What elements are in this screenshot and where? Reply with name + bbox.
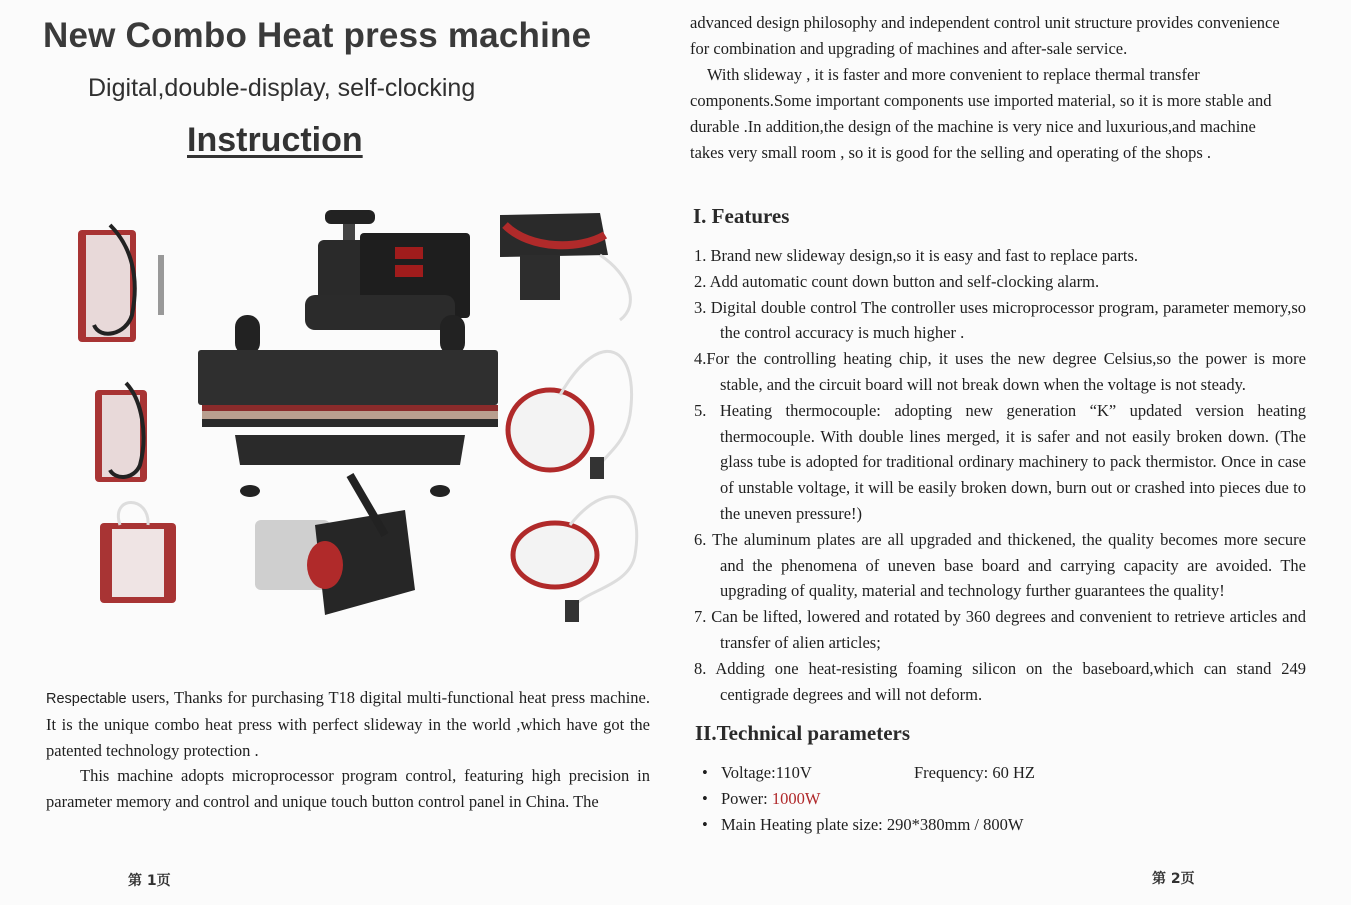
param-frequency: Frequency: 60 HZ [914, 763, 1035, 782]
technical-parameters-list [699, 760, 1299, 838]
document-subtitle: Digital,double-display, self-clocking [88, 74, 476, 102]
feature-item: 1. Brand new slideway design,so it is easy and fast to replace parts. [694, 246, 1139, 265]
intro-paragraph [46, 685, 650, 764]
instruction-heading: Instruction [187, 121, 363, 159]
feature-item: 3. Digital double control The controller uses microprocessor program, parameter memory,so the control accuracy is much higher . [694, 297, 1306, 343]
document-title: New Combo Heat press machine [43, 16, 592, 55]
description-paragraph [46, 763, 650, 815]
feature-item: 8. Adding one heat-resisting foaming silicon on the baseboard,which can stand 249 centigrade degrees and will not deform. [694, 658, 1306, 704]
feature-item: 2. Add automatic count down button and self-clocking alarm. [694, 271, 1100, 291]
mug-press-unit [255, 475, 415, 615]
heat-press-main-unit [198, 210, 498, 497]
technical-parameters-heading: II.Technical parameters [695, 721, 911, 745]
page-number-right: 第 2页 [1152, 871, 1195, 887]
cap-press-attachment [500, 213, 630, 320]
feature-item: 5. Heating thermocouple: adopting new generation “K” updated version heating thermocouple. With double lines merged, it is safer and not easily broken down. (The glass tube is adopted for traditional ordinary machinery to pack thermistor. Once in case of unstable voltage, it will be easily broken down, burn out or crashed into pieces due to the uneven pressure!) [694, 400, 1306, 523]
param-plate-size: Main Heating plate size: 290*380mm / 800W [721, 815, 1024, 834]
description-paragraph-text: This machine adopts microprocessor program control, featuring high precision in parameter memory and control and unique touch button control panel in China. The [46, 766, 650, 811]
features-list [694, 243, 1306, 707]
continued-paragraph-line1: advanced design philosophy and independent control unit structure provides convenience for combination and upgrading of machines and after-sale service. [690, 13, 1280, 58]
intro-lead-word: Respectable [46, 691, 127, 707]
plate-attachment-small [513, 497, 637, 622]
feature-item: 4.For the controlling heating chip, it uses the new degree Celsius,so the power is more stable, and the circuit board will not break down when the voltage is not steady. [694, 349, 1306, 394]
features-heading: I. Features [693, 204, 790, 228]
param-voltage-row [699, 760, 1299, 786]
plate-attachment-large [508, 351, 632, 479]
param-voltage: Voltage:110V [721, 763, 812, 782]
feature-item: 7. Can be lifted, lowered and rotated by 360 degrees and convenient to retrieve articles and transfer of alien articles; [694, 607, 1306, 652]
param-power-value: 1000W [771, 789, 821, 808]
feature-item: 6. The aluminum plates are all upgraded and thickened, the quality becomes more secure and the phenomena of uneven base board and carrying capacity are avoided. The upgrading of quality, material and technology further guarantees the quality! [694, 529, 1306, 601]
continued-paragraph-line2: With slideway , it is faster and more convenient to replace thermal transfer components.Some important components use imported material, so it is more stable and durable .In addition,the design of the machine is very nice and luxurious,and machine takes very small room , so it is good for the selling and operating of the shops . [690, 65, 1272, 162]
mug-attachment-small [100, 503, 176, 604]
intro-paragraph-text: users, Thanks for purchasing T18 digital multi-functional heat press machine. It is the unique combo heat press with perfect slideway in the world ,which have got the patented technology protection . [46, 688, 650, 760]
page-number-left: 第 1页 [128, 873, 171, 889]
left-page [0, 0, 675, 905]
param-plate-size-row [699, 812, 1299, 838]
param-power-label: Power: [721, 789, 768, 808]
right-page [675, 0, 1351, 905]
mug-attachment-large [78, 225, 164, 342]
mug-attachment-medium [95, 383, 147, 482]
continued-paragraph [690, 10, 1290, 166]
param-power-row [699, 786, 1299, 812]
continued-paragraph-line2-wrap [690, 62, 1290, 166]
product-illustration [60, 195, 650, 635]
